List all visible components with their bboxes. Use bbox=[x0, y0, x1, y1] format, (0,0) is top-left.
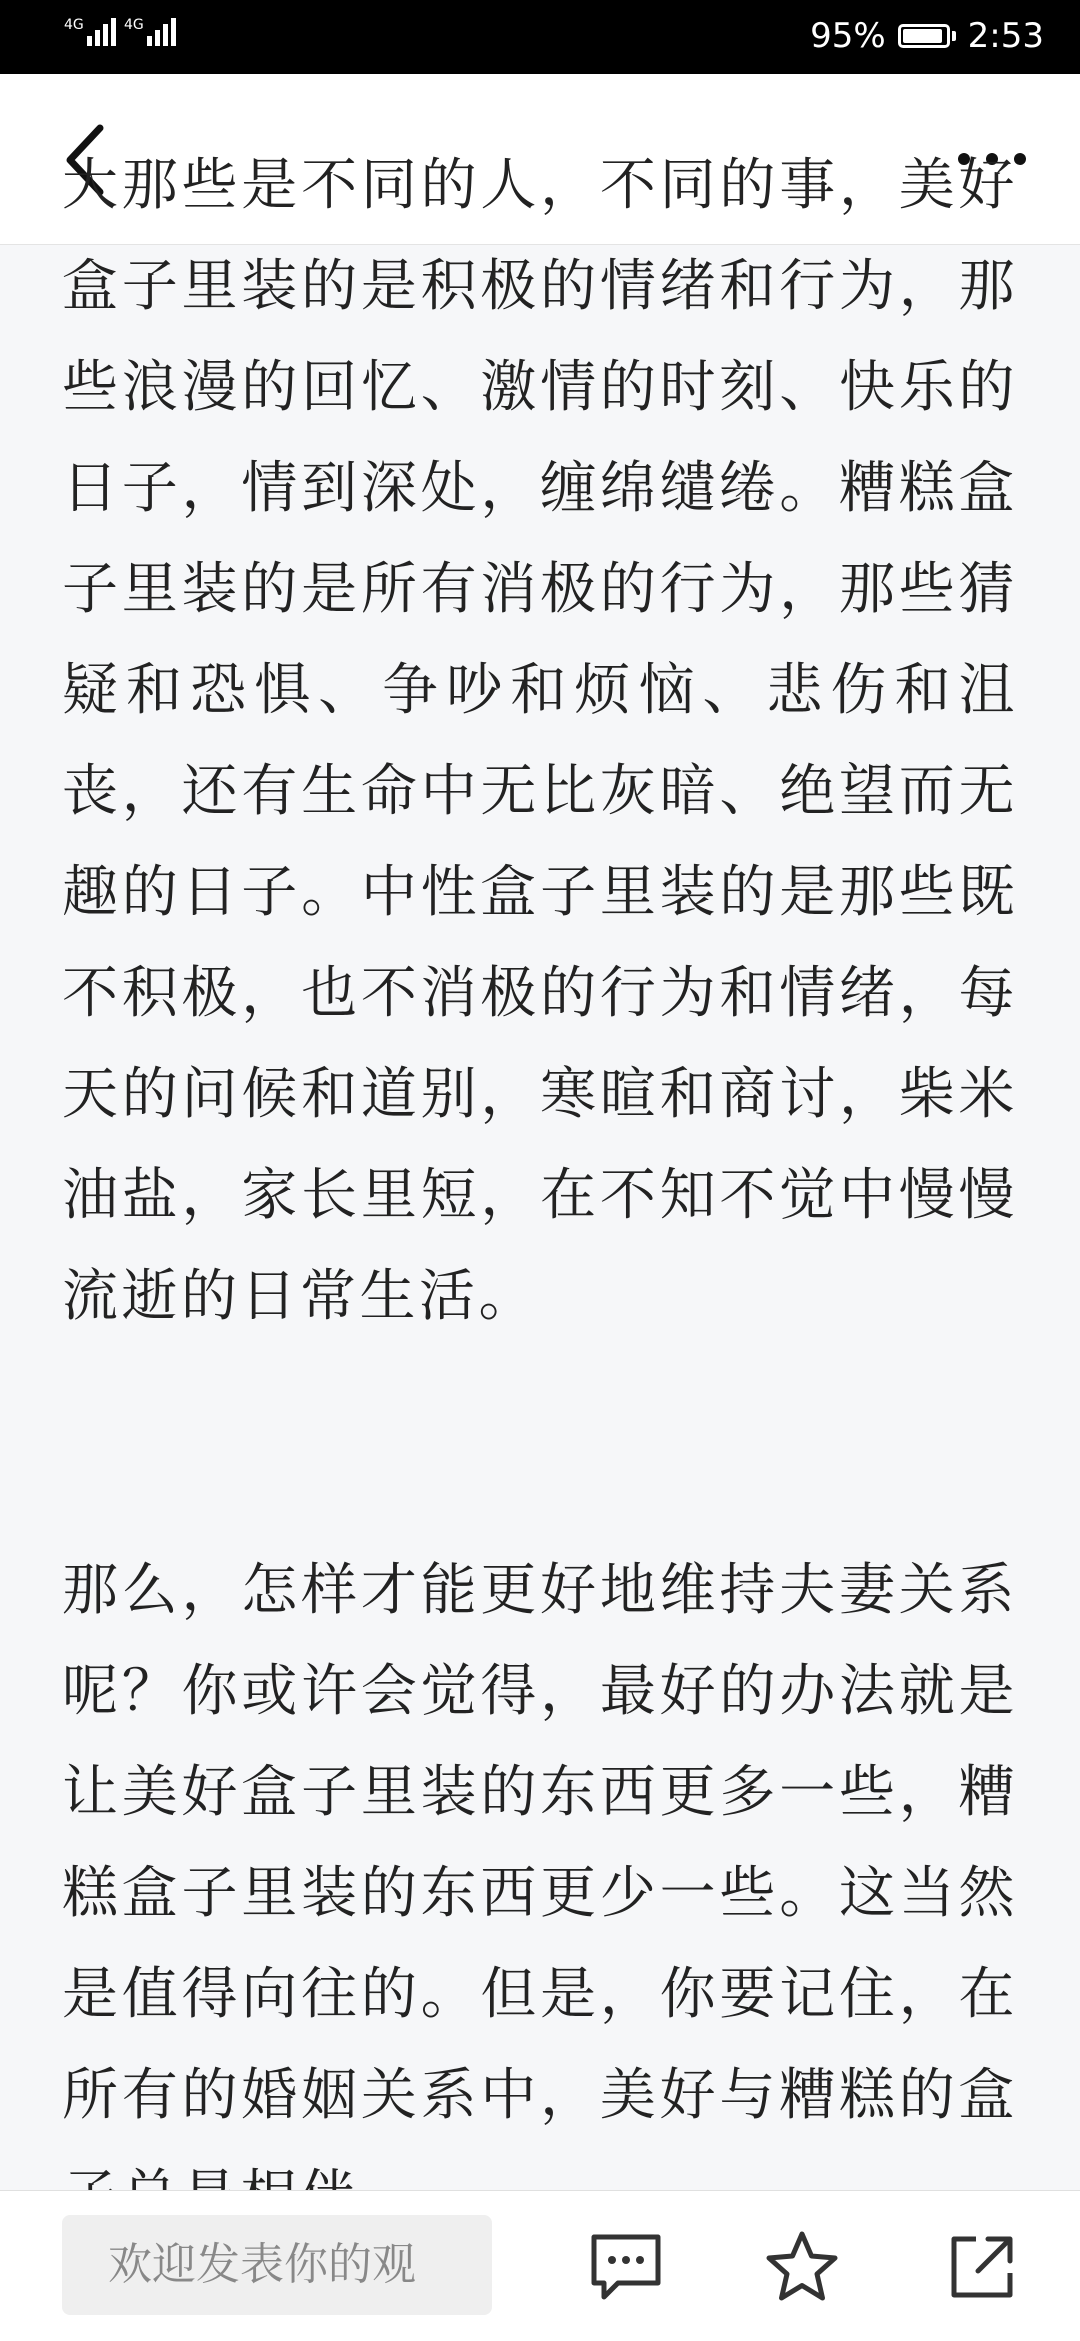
status-bar bbox=[0, 0, 1080, 74]
clock: 2:53 bbox=[967, 16, 1044, 56]
status-right bbox=[810, 16, 1044, 56]
signal-icon bbox=[64, 18, 119, 46]
star-icon[interactable] bbox=[764, 2229, 840, 2305]
share-icon[interactable] bbox=[944, 2229, 1020, 2305]
network-type: 4G bbox=[124, 17, 144, 33]
comment-icon[interactable] bbox=[588, 2229, 664, 2305]
article-paragraph: 大那些是不同的人，不同的事，美好盒子里装的是积极的情绪和行为，那些浪漫的回忆、激情的时刻、快乐的日子，情到深处，缠绵缱绻。糟糕盒子里装的是所有消极的行为，那些猜疑和恐惧、争吵和烦恼、悲伤和沮丧，还有生命中无比灰暗、绝望而无趣的日子。中性盒子里装的是那些既不积极，也不消极的行为和情绪，每天的问候和道别，寒暄和商讨，柴米油盐，家长里短，在不知不觉中慢慢流逝的日常生活。 bbox=[62, 153, 1018, 1329]
signal-icon bbox=[124, 18, 179, 46]
battery-tip bbox=[952, 31, 956, 41]
network-type: 4G bbox=[64, 17, 84, 33]
article-content bbox=[0, 153, 1080, 2190]
comment-input[interactable]: 欢迎发表你的观 bbox=[62, 2215, 492, 2315]
bottom-action-bar bbox=[0, 2190, 1080, 2341]
article-paragraph: 那么，怎样才能更好地维持夫妻关系呢？你或许会觉得，最好的办法就是让美好盒子里装的东西更多一些，糟糕盒子里装的东西更少一些。这当然是值得向往的。但是，你要记住，在所有的婚姻关系中，美好与糟糕的盒 bbox=[62, 1558, 1018, 2128]
battery-percent: 95% bbox=[810, 16, 886, 56]
battery-icon bbox=[898, 24, 950, 48]
